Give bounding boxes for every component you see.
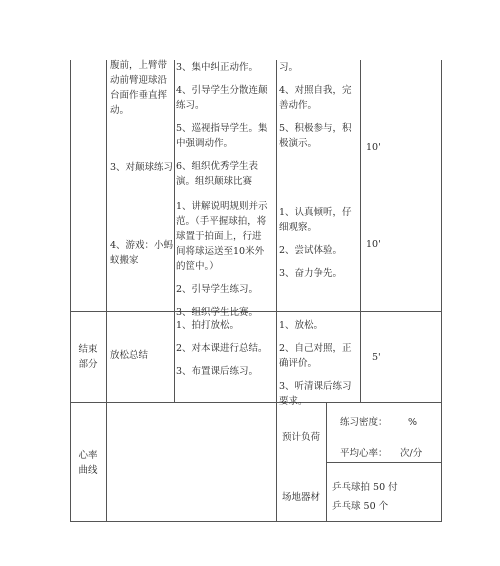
heart-rate-unit: 次/分 [400,448,423,459]
content-cell-continued [110,58,172,126]
teacher-step: 3、布置课后练习。 [176,366,259,377]
student-step: 1、放松。 [279,320,324,331]
density-label: 练习密度： [340,417,388,428]
column-divider [276,60,277,522]
teacher-step: 5、巡视指导学生。集中强调动作。 [176,123,268,149]
teacher-step: 1、讲解说明规则并示范。（手平握球拍，将球置于拍面上，行进间将球运送至10米外的筐中。） [176,201,268,272]
equipment-label: 场地器材 [282,492,321,503]
time-value: 10' [366,142,381,153]
student-activities [279,205,357,289]
content-item: 4、游戏：小蚂蚁搬家 [110,240,174,266]
teacher-step: 6、组织优秀学生表演。组织颠球比赛 [176,161,259,187]
table-border-right [441,60,442,522]
teacher-activities [176,199,270,328]
equipment-item: 乒乓球 50 个 [332,501,389,512]
teacher-step: 3、集中纠正动作。 [176,62,259,73]
heart-rate-label [74,448,102,478]
teacher-step: 2、对本课进行总结。 [176,343,268,354]
table-border-bottom [70,521,442,522]
lesson-plan-table [70,60,442,522]
part-label-line: 部分 [78,359,98,370]
student-step: 3、听清课后练习要求。 [279,381,352,407]
student-step: 3、奋力争先。 [279,268,343,279]
content-text: 腹前，上臂带动前臂迎球沿台面作垂直挥动。 [110,60,168,116]
heart-rate-avg-label: 平均心率： [340,448,388,459]
column-divider [174,60,175,402]
teacher-step: 2、引导学生练习。 [176,284,259,295]
student-step: 2、自己对照，正确评价。 [279,343,352,369]
load-label: 预计负荷 [282,432,321,443]
part-label [74,342,102,372]
teacher-step: 1、拍打放松。 [176,320,240,331]
time-value: 5' [372,352,381,363]
student-activities [279,318,357,417]
row-divider [326,462,442,463]
equipment-item: 乒乓球拍 50 付 [332,482,398,493]
column-divider [106,60,107,522]
density-unit: % [408,417,418,428]
teacher-activities [176,60,270,197]
student-step: 1、认真倾听，仔细观察。 [279,207,352,233]
column-divider [360,60,361,402]
row-divider [70,402,442,403]
teacher-activities [176,318,270,387]
content-item: 放松总结 [110,350,149,361]
student-step: 4、对照自我，完善动作。 [279,85,352,111]
student-step: 2、尝试体验。 [279,245,343,256]
content-item: 3、对颠球练习 [110,162,174,173]
teacher-step: 3、组织学生比赛。 [176,307,259,318]
student-activities [279,60,357,159]
teacher-step: 4、引导学生分散连颠练习。 [176,85,268,111]
table-border-left [70,60,71,522]
part-label-line: 结束 [78,344,98,355]
time-value: 10' [366,239,381,250]
student-step: 5、积极参与，积极演示。 [279,123,352,149]
student-step: 习。 [279,62,299,73]
heart-rate-label-line: 心率 [78,450,98,461]
heart-rate-label-line: 曲线 [78,465,98,476]
